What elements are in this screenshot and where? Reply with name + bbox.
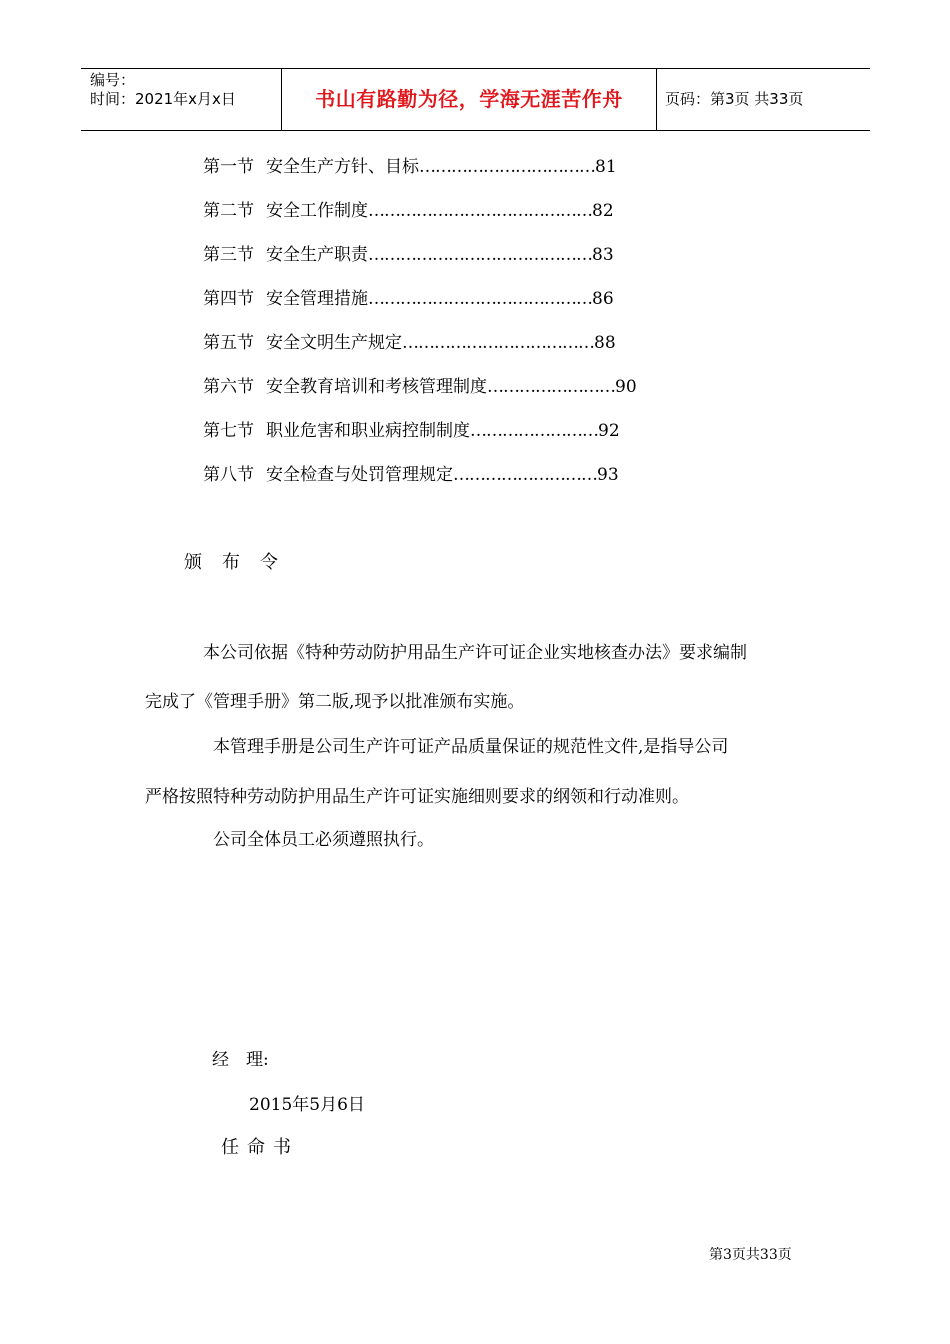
toc-title: 安全检查与处罚管理规定 [266, 465, 453, 485]
toc-page-number: 81 [595, 157, 617, 177]
document-number-label: 编号： [90, 71, 136, 89]
header-motto: 书山有路勤为径，学海无涯苦作舟 [315, 87, 623, 111]
toc-page-number: 86 [592, 289, 614, 309]
toc-section: 第五节 [203, 333, 254, 353]
toc-leader: ……………………………… [402, 333, 594, 353]
toc-title: 职业危害和职业病控制制度 [266, 421, 470, 441]
toc-title: 安全教育培训和考核管理制度 [266, 377, 487, 397]
toc-section: 第三节 [203, 245, 254, 265]
header-motto-cell [281, 69, 657, 130]
toc-section: 第六节 [203, 377, 254, 397]
toc-title: 安全生产职责 [266, 245, 368, 265]
toc-leader: …………………… [487, 377, 615, 397]
toc-entry [203, 375, 663, 419]
toc-section: 第一节 [203, 157, 254, 177]
toc-page-number: 92 [598, 421, 620, 441]
page-footer: 第3页共33页 [709, 1247, 792, 1263]
toc-leader: …………………………………… [368, 201, 592, 221]
toc-leader: …………………………………… [368, 245, 592, 265]
decree-date: 2015年5月6日 [249, 1095, 365, 1115]
toc-title: 安全生产方针、目标 [266, 157, 419, 177]
document-time-label: 时间：2021年x月x日 [90, 90, 236, 108]
toc-title: 安全管理措施 [266, 289, 368, 309]
appointment-heading: 任命书 [221, 1137, 299, 1158]
toc-section: 第四节 [203, 289, 254, 309]
toc-page-number: 83 [592, 245, 614, 265]
decree-paragraph-3: 公司全体员工必须遵照执行。 [213, 830, 434, 850]
toc-title: 安全文明生产规定 [266, 333, 402, 353]
header-page-info: 页码：第3页 共33页 [665, 90, 804, 108]
toc-entry [203, 155, 663, 199]
decree-paragraph-1-line-1: 本公司依据《特种劳动防护用品生产许可证企业实地核查办法》要求编制 [203, 643, 747, 663]
toc-page-number: 82 [592, 201, 614, 221]
toc-entry [203, 199, 663, 243]
toc-entry [203, 331, 663, 375]
toc-leader: …………………………… [419, 157, 595, 177]
header-meta-cell [81, 69, 281, 130]
toc-entry [203, 287, 663, 331]
toc-title: 安全工作制度 [266, 201, 368, 221]
toc-page-number: 93 [597, 465, 619, 485]
toc-page-number: 88 [594, 333, 616, 353]
toc-page-number: 90 [615, 377, 637, 397]
decree-paragraph-2-line-2: 严格按照特种劳动防护用品生产许可证实施细则要求的纲领和行动准则。 [145, 787, 689, 807]
toc-entry [203, 463, 663, 507]
decree-paragraph-1-line-2: 完成了《管理手册》第二版,现予以批准颁布实施。 [145, 692, 525, 712]
table-of-contents [203, 155, 663, 507]
decree-heading: 颁布令 [184, 552, 298, 573]
toc-section: 第八节 [203, 465, 254, 485]
toc-entry [203, 243, 663, 287]
header-page-cell [656, 69, 870, 130]
toc-leader: …………………… [470, 421, 598, 441]
manager-label: 经 理: [212, 1050, 269, 1070]
toc-section: 第七节 [203, 421, 254, 441]
toc-entry [203, 419, 663, 463]
toc-leader: …………………………………… [368, 289, 592, 309]
toc-section: 第二节 [203, 201, 254, 221]
page-header [81, 68, 870, 131]
decree-paragraph-2-line-1: 本管理手册是公司生产许可证产品质量保证的规范性文件,是指导公司 [213, 737, 729, 757]
toc-leader: ……………………… [453, 465, 597, 485]
